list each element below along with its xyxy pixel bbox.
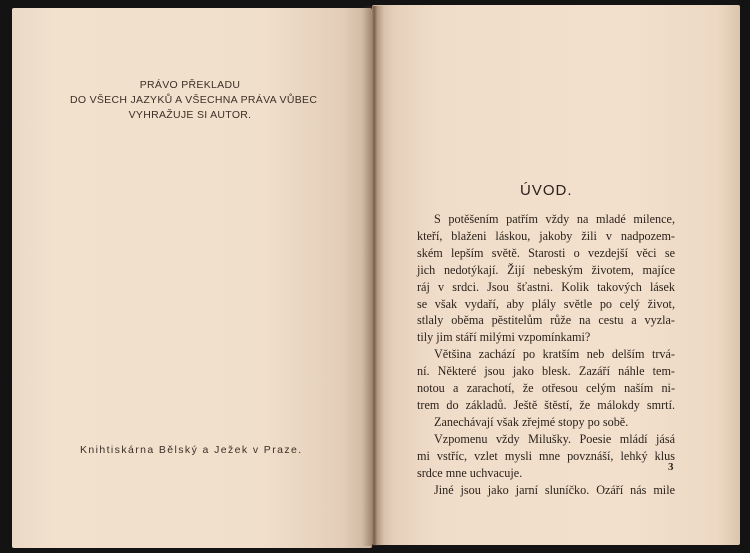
text-line: kteří, blaženi láskou, jakoby žili v nadpozem- (417, 228, 675, 243)
text-line: se však vydaří, aby plály světle po celý život, (417, 296, 675, 311)
text-line: ní. Některé jsou jako blesk. Zazáří náhle tem- (417, 364, 675, 379)
text-line: srdce mne uchvacuje. (417, 465, 523, 480)
text-line: notou a zarachotí, že otřesou celým naším ni- (417, 381, 675, 396)
text-line: Většina zachází po kratším neb delším trvá- (434, 347, 675, 362)
text-line: ském lepším světě. Starosti o vezdejší věci se (417, 245, 675, 260)
text-line: S potěšením patřím vždy na mladé milence, (434, 212, 675, 226)
text-line: ráj v srdci. Jsou šťastni. Kolik takových lásek (417, 279, 675, 294)
printer-imprint: Knihtiskárna Bělský a Ježek v Praze. (80, 444, 303, 456)
text-line: tily jim stáří milými vzpomínkami? (417, 330, 591, 345)
text-line: mi vstříc, vzlet mysli mne povznáší, lehký klus (417, 448, 675, 463)
chapter-title: ÚVOD. (520, 182, 573, 199)
text-line: Vzpomenu vždy Milušky. Poesie mládí jásá (434, 431, 675, 446)
copyright-notice (70, 78, 318, 123)
copyright-line: VYHRAŽUJE SI AUTOR. (128, 109, 252, 121)
text-line: jich nedotýkají. Žijí nebeským životem, majíce (417, 262, 675, 277)
text-line: Zanechávají však zřejmé stopy po sobě. (434, 414, 629, 429)
copyright-line: DO VŠECH JAZYKŮ A VŠECHNA PRÁVA VŮBEC (70, 94, 318, 106)
page-number: 3 (668, 461, 674, 473)
text-line: stlaly oběma pěstitelům růže na cestu a vyzla- (417, 313, 675, 328)
copyright-line: PRÁVO PŘEKLADU (139, 79, 241, 91)
body-text (417, 211, 675, 498)
book-spine (362, 6, 384, 546)
text-line: trem do základů. Ještě štěstí, že málokdy smrtí. (417, 397, 675, 412)
text-line: Jiné jsou jako jarní sluníčko. Ozáří nás mile (434, 482, 675, 497)
